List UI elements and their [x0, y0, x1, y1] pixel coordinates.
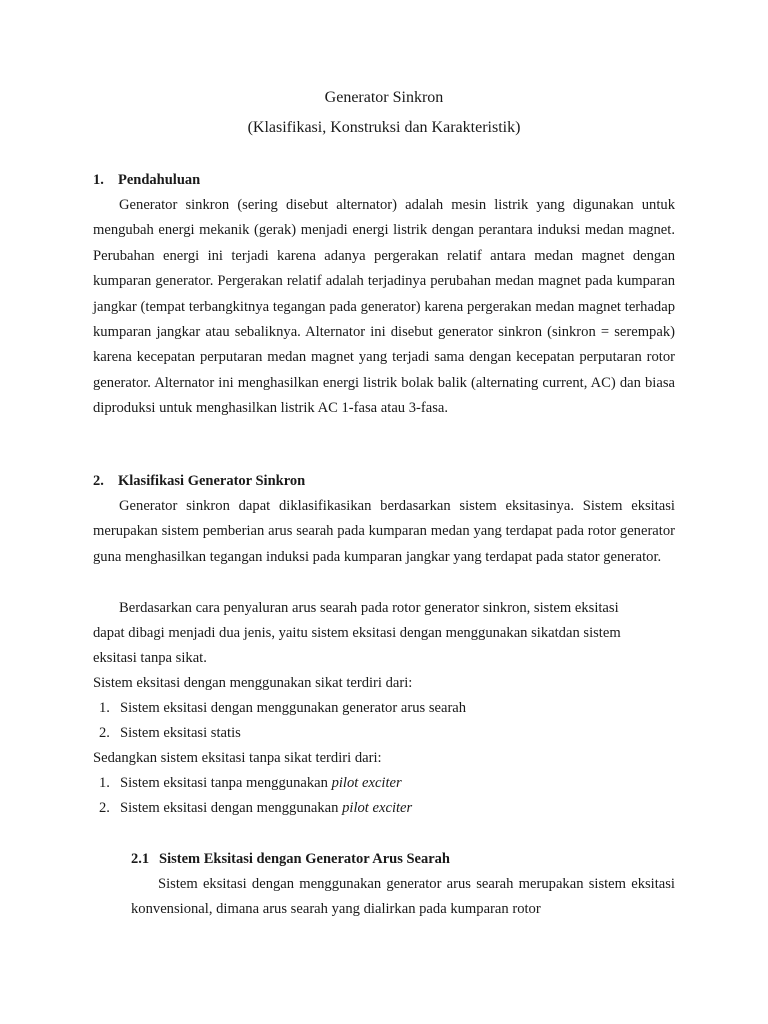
- brush-list-intro: Sistem eksitasi dengan menggunakan sikat terdiri dari:: [93, 675, 413, 691]
- section-heading-klasifikasi: [93, 472, 305, 490]
- section-number: 2.1: [131, 851, 150, 867]
- list-number: 2.: [99, 725, 110, 741]
- list-text-italic: pilot exciter: [331, 775, 402, 791]
- subsection-heading-generator-arus-searah: [131, 850, 450, 868]
- list-text-wrapper: [120, 773, 402, 793]
- section-paragraph-pendahuluan: Generator sinkron (sering disebut alternator) adalah mesin listrik yang digunakan untuk mengubah energi mekanik (gerak) menjadi energi listrik dengan perantara induksi medan magnet. Perubahan energi ini terjadi karena adanya pergerakan relatif antara medan magnet dengan kumparan generator. Pergerakan relatif adalah terjadinya perubahan medan magnet pada kumparan jangkar (tempat terbangkitnya tegangan pada generator) karena pergerakan medan magnet terhadap kumparan jangkar atau sebaliknya. Alternator ini disebut generator sinkron (sinkron = serempak) karena kecepatan perputaran medan magnet yang terjadi sama dengan kecepatan perputaran rotor generator. Alternator ini menghasilkan energi listrik bolak balik (alternating current, AC) dan biasa diproduksi untuk menghasilkan listrik AC 1-fasa atau 3-fasa.: [93, 197, 675, 417]
- list-text: Sistem eksitasi dengan menggunakan generator arus searah: [120, 700, 467, 716]
- list-text-wrapper: [120, 798, 412, 818]
- document-subtitle: (Klasifikasi, Konstruksi dan Karakteristik): [247, 119, 521, 136]
- paragraph-line: eksitasi tanpa sikat.: [93, 650, 207, 666]
- list-number: 2.: [99, 800, 110, 816]
- section-heading-text: Sistem Eksitasi dengan Generator Arus Searah: [159, 851, 450, 867]
- section-paragraph-klasifikasi: Generator sinkron dapat diklasifikasikan berdasarkan sistem eksitasinya. Sistem eksitasi merupakan sistem pemberian arus searah pada kumparan medan yang terdapat pada rotor generator guna menghasilkan tegangan induksi pada kumparan jangkar yang terdapat pada stator generator.: [93, 498, 675, 565]
- brushless-list-intro: Sedangkan sistem eksitasi tanpa sikat terdiri dari:: [93, 750, 382, 766]
- section-number: 2.: [93, 473, 104, 489]
- list-number: 1.: [99, 700, 110, 716]
- section-heading-text: Pendahuluan: [118, 172, 201, 188]
- section-heading-pendahuluan: [93, 171, 200, 189]
- section-number: 1.: [93, 172, 104, 188]
- list-text: Sistem eksitasi dengan menggunakan: [120, 800, 343, 816]
- list-text: Sistem eksitasi statis: [120, 725, 241, 741]
- list-text: Sistem eksitasi tanpa menggunakan: [120, 775, 332, 791]
- paragraph-line: Berdasarkan cara penyaluran arus searah pada rotor generator sinkron, sistem eksitasi: [119, 600, 619, 616]
- list-text-italic: pilot exciter: [342, 800, 413, 816]
- paragraph-line: dapat dibagi menjadi dua jenis, yaitu sistem eksitasi dengan menggunakan sikatdan sistem: [93, 625, 621, 641]
- section-heading-text: Klasifikasi Generator Sinkron: [118, 473, 306, 489]
- subsection-paragraph: Sistem eksitasi dengan menggunakan generator arus searah merupakan sistem eksitasi konvensional, dimana arus searah yang dialirkan pada kumparan rotor: [131, 876, 675, 918]
- list-number: 1.: [99, 775, 110, 791]
- document-title: Generator Sinkron: [324, 89, 444, 106]
